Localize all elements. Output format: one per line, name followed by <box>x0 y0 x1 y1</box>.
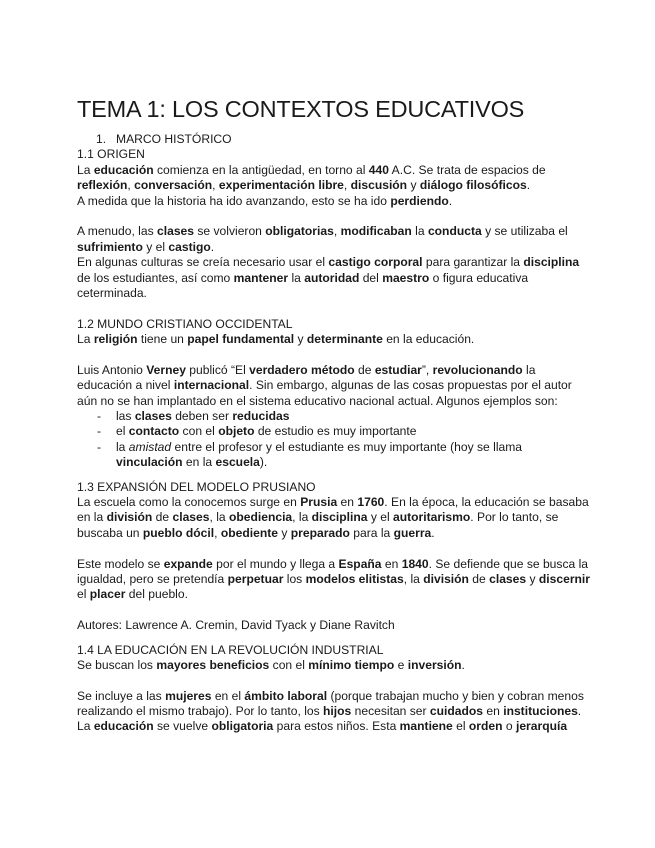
bold-term: hijos <box>323 704 352 719</box>
bold-term: expande <box>163 556 213 571</box>
text-run: , la <box>403 571 424 586</box>
bold-term: religión <box>93 332 138 347</box>
text-run: . <box>577 704 582 719</box>
text-run: A medida que la historia ha ido avanzando, esto se ha ido <box>77 193 391 208</box>
italic-term: amistad <box>128 439 172 454</box>
text-run: ”, <box>421 362 433 377</box>
paragraph-line <box>77 704 597 719</box>
text-run: de estudio es muy importante <box>254 424 417 439</box>
bold-term: obediente <box>220 525 278 540</box>
paragraph-line <box>77 526 597 541</box>
paragraph-line <box>77 378 597 393</box>
bold-term: jerarquía <box>515 719 568 734</box>
bold-term: diálogo filosóficos <box>419 178 527 193</box>
bold-term: obediencia <box>228 510 293 525</box>
text-run: publicó “El <box>185 362 250 377</box>
bold-term: disciplina <box>311 510 368 525</box>
paragraph-line <box>77 363 597 378</box>
bold-term: clases <box>489 571 527 586</box>
text-run: o <box>502 719 516 734</box>
bold-term: sufrimiento <box>77 239 143 254</box>
text-run: en <box>483 704 504 719</box>
text-run: . Por lo tanto, se <box>470 510 559 525</box>
text-run: La <box>77 162 94 177</box>
text-run: de <box>152 510 173 525</box>
text-run: aún no se han implantado en el sistema educativo nacional actual. Algunos ejemplos son: <box>77 393 558 408</box>
bold-term: objeto <box>218 424 255 439</box>
bold-term: preparado <box>290 525 350 540</box>
bold-term: educación <box>93 162 154 177</box>
paragraph-line <box>77 587 597 602</box>
bold-term: verdadero método <box>249 362 355 377</box>
text-run: y <box>407 178 420 193</box>
paragraph-line <box>77 271 597 286</box>
text-run: . <box>448 193 453 208</box>
bold-term: reflexión <box>77 178 128 193</box>
text-run: realizando el mismo trabajo). Por lo tanto, los <box>77 704 324 719</box>
text-run: A.C. Se trata de espacios de <box>388 162 546 177</box>
bullet-item: - la amistad entre el profesor y el estudiante es muy importante (hoy se llama <box>97 439 523 454</box>
text-run: la <box>116 439 129 454</box>
bold-term: estudiar <box>374 362 422 377</box>
text-run: o figura educativa <box>429 270 529 285</box>
text-run: igualdad, pero se pretendía <box>77 571 228 586</box>
text-run: el <box>77 587 90 602</box>
text-run: por el mundo y llega a <box>212 556 339 571</box>
text-run: comienza en la antigüedad, en torno al <box>153 162 369 177</box>
text-run: Luis Antonio <box>77 362 147 377</box>
bold-term: ámbito laboral <box>244 688 328 703</box>
paragraph-line <box>77 510 597 525</box>
text-run: en la <box>77 510 107 525</box>
bold-term: mantiene <box>399 719 453 734</box>
text-run: ceterminada. <box>77 285 147 300</box>
bold-term: orden <box>468 719 503 734</box>
bold-term: instituciones <box>503 704 578 719</box>
document-body <box>77 132 597 735</box>
text-run: los <box>283 571 306 586</box>
text-run: . Se defiende que se busca la <box>428 556 588 571</box>
bold-term: clases <box>134 409 172 424</box>
text-run: en la educación. <box>382 332 475 347</box>
bold-term: Prusia <box>300 494 338 509</box>
text-run: del <box>359 270 383 285</box>
section-heading-1-4: 1.4 LA EDUCACIÓN EN LA REVOLUCIÓN INDUSTRIAL <box>77 642 384 657</box>
text-run: y <box>526 571 539 586</box>
bold-term: perdiendo <box>390 193 449 208</box>
bold-term: conversación <box>134 178 213 193</box>
text-run: . <box>461 657 465 672</box>
text-run: buscaba un <box>77 525 143 540</box>
text-run: y el <box>142 239 169 254</box>
text-run: se vuelve <box>153 719 212 734</box>
text-run: de <box>468 571 490 586</box>
text-run: para estos niños. Esta <box>273 719 400 734</box>
section-heading-marco: 1. MARCO HISTÓRICO <box>96 132 232 146</box>
bold-term: maestro <box>382 270 430 285</box>
text-run: , <box>333 224 341 239</box>
text-run: educación a nivel <box>77 378 174 393</box>
text-run: de <box>354 362 375 377</box>
bold-term: perpetuar <box>227 571 284 586</box>
paragraph-line <box>77 178 597 193</box>
text-run: en la <box>182 455 216 470</box>
bold-term: conducta <box>427 224 482 239</box>
text-run: Autores: Lawrence A. Cremin, David Tyack y Diane Ravitch <box>77 618 395 633</box>
text-run: , la <box>292 510 312 525</box>
text-run: . Sin embargo, algunas de las cosas propuestas por el autor <box>249 378 572 393</box>
section-heading-1-1: 1.1 ORIGEN <box>77 147 145 162</box>
section-heading-1-2: 1.2 MUNDO CRISTIANO OCCIDENTAL <box>77 316 293 331</box>
bold-term: educación <box>93 719 154 734</box>
bold-term: mantener <box>233 270 289 285</box>
text-run: Se incluye a las <box>77 688 166 703</box>
text-run: la <box>288 270 305 285</box>
text-run: del pueblo. <box>125 587 188 602</box>
text-run: y se utilizaba el <box>481 224 568 239</box>
bold-term: reducidas <box>232 409 290 424</box>
text-run: y <box>277 525 291 540</box>
text-run: deben ser <box>171 409 233 424</box>
paragraph-line <box>77 255 597 270</box>
bold-term: mínimo tiempo <box>308 657 395 672</box>
bold-term: internacional <box>173 378 250 393</box>
bold-term: 1760 <box>357 494 385 509</box>
bold-term: autoridad <box>304 270 360 285</box>
bold-term: escuela <box>215 455 260 470</box>
text-run: el <box>116 424 129 439</box>
bold-term: división <box>106 510 153 525</box>
text-run: , <box>127 178 135 193</box>
document-title: TEMA 1: LOS CONTEXTOS EDUCATIVOS <box>77 96 525 122</box>
text-run: Este modelo se <box>77 556 164 571</box>
text-run: con el <box>179 424 219 439</box>
authors-line <box>77 618 597 633</box>
text-run: entre el profesor y el estudiante es muy importante (hoy se llama <box>171 439 523 454</box>
paragraph-line <box>77 332 597 347</box>
bold-term: España <box>338 556 382 571</box>
text-run: ). <box>259 455 268 470</box>
text-run: La <box>77 719 94 734</box>
bullet-item: - el contacto con el objeto de estudio es muy importante <box>97 424 417 439</box>
text-run: en <box>381 556 402 571</box>
bold-term: cuidados <box>429 704 484 719</box>
paragraph-line <box>77 495 597 510</box>
bold-term: mujeres <box>165 688 212 703</box>
text-run: . En la época, la educación se basaba <box>384 494 589 509</box>
bold-term: mayores beneficios <box>156 657 270 672</box>
bold-term: obligatoria <box>211 719 274 734</box>
bold-term: clases <box>157 224 195 239</box>
text-run: en <box>337 494 358 509</box>
text-run: Se buscan los <box>77 657 157 672</box>
paragraph-line <box>77 719 597 734</box>
bullet-item-continuation <box>77 455 597 470</box>
text-run: , la <box>209 510 229 525</box>
paragraph-line <box>77 163 597 178</box>
bold-term: obligatorias <box>265 224 334 239</box>
bold-term: revolucionando <box>432 362 523 377</box>
text-run: necesitan ser <box>351 704 430 719</box>
bold-term: modelos elitistas <box>305 571 404 586</box>
paragraph-line <box>77 572 597 587</box>
text-run: , <box>343 178 351 193</box>
text-run: La <box>77 332 94 347</box>
text-run: . <box>526 178 531 193</box>
bold-term: papel fundamental <box>187 332 295 347</box>
text-run: las <box>116 409 135 424</box>
text-run: . <box>431 525 435 540</box>
text-run: para garantizar la <box>422 255 524 270</box>
bold-term: 1840 <box>401 556 429 571</box>
text-run: para la <box>349 525 394 540</box>
text-run: se volvieron <box>194 224 266 239</box>
bold-term: placer <box>89 587 126 602</box>
bold-term: experimentación libre <box>218 178 344 193</box>
text-run: A menudo, las <box>77 224 158 239</box>
bold-term: pueblo dócil <box>142 525 215 540</box>
paragraph-line <box>77 194 597 209</box>
text-run: y <box>294 332 307 347</box>
paragraph-line <box>77 286 597 301</box>
text-run: . <box>210 239 215 254</box>
bold-term: castigo <box>168 239 211 254</box>
text-run: el <box>452 719 469 734</box>
bold-term: Verney <box>146 362 186 377</box>
text-run: de los estudiantes, así como <box>77 270 234 285</box>
bold-term: 440 <box>368 162 389 177</box>
bold-term: clases <box>172 510 210 525</box>
bold-term: castigo corporal <box>328 255 423 270</box>
text-run: en el <box>211 688 245 703</box>
bold-term: determinante <box>306 332 383 347</box>
paragraph-line <box>77 689 597 704</box>
text-run: , <box>212 178 219 193</box>
bold-term: autoritarismo <box>393 510 471 525</box>
bold-term: contacto <box>128 424 180 439</box>
paragraph-line <box>77 557 597 572</box>
text-run: En algunas culturas se creía necesario usar el <box>77 255 329 270</box>
bold-term: guerra <box>393 525 432 540</box>
text-run: La escuela como la conocemos surge en <box>77 494 301 509</box>
text-run: tiene un <box>137 332 188 347</box>
text-run: con el <box>269 657 309 672</box>
bold-term: discernir <box>538 571 590 586</box>
bold-term: discusión <box>350 178 408 193</box>
bold-term: inversión <box>407 657 462 672</box>
text-run: , <box>214 525 221 540</box>
bold-term: modificaban <box>340 224 412 239</box>
paragraph-line <box>77 224 597 239</box>
text-run: y el <box>367 510 393 525</box>
section-heading-1-3: 1.3 EXPANSIÓN DEL MODELO PRUSIANO <box>77 479 316 494</box>
paragraph-line <box>77 394 597 409</box>
bold-term: división <box>423 571 469 586</box>
bold-term: vinculación <box>116 455 183 470</box>
text-run: la <box>411 224 428 239</box>
paragraph-line <box>77 240 597 255</box>
paragraph-line <box>77 658 597 673</box>
text-run: (porque trabajan mucho y bien y cobran menos <box>327 688 584 703</box>
bold-term: disciplina <box>523 255 580 270</box>
text-run: e <box>394 657 408 672</box>
text-run: la <box>522 362 536 377</box>
bullet-item: - las clases deben ser reducidas <box>97 409 290 424</box>
